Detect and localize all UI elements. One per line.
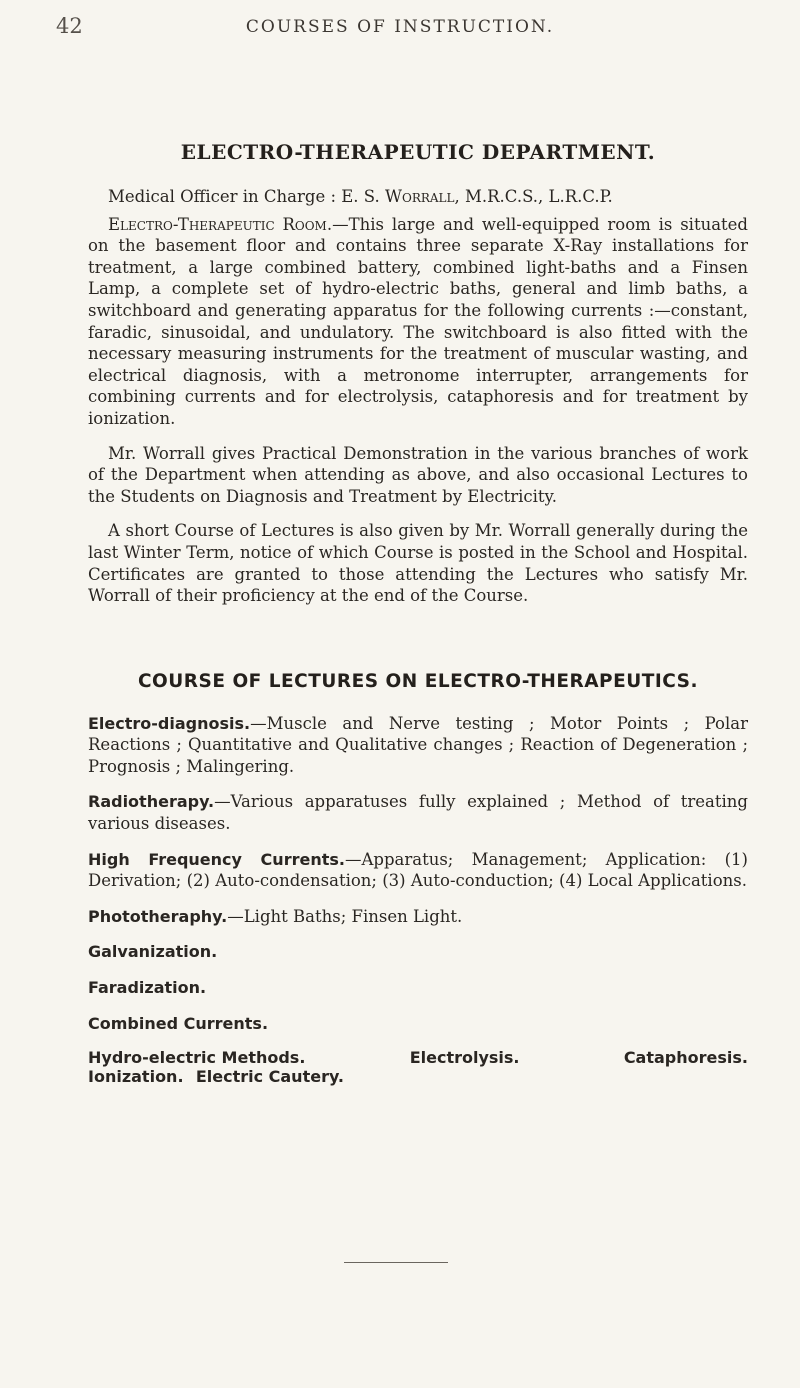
page-number: 42 <box>56 14 83 38</box>
topic-text: —Muscle and Nerve testing ; Motor Points ; Polar Reactions ; Quantitative and Qualitative changes ; Reaction of Degeneration ; Prognosis ; Malingering. <box>88 713 748 776</box>
final-topics-row <box>88 1067 748 1086</box>
officer-prefix: Medical Officer in Charge : E. S. <box>108 187 386 206</box>
page-content <box>88 140 748 1100</box>
room-description <box>88 214 748 430</box>
demonstration-paragraph: Mr. Worrall gives Practical Demonstration in the various branches of work of the Department when attending as above, and also occasional Lectures to the Students on Diagnosis and Treatment by Electricity. <box>88 443 748 506</box>
course-title: COURSE OF LECTURES ON ELECTRO-THERAPEUTICS. <box>137 670 699 692</box>
topic-heading: Faradization. <box>88 978 207 998</box>
officer-name: Worrall <box>385 187 455 206</box>
medical-officer-line <box>88 186 748 208</box>
topic-galvanization <box>88 941 748 963</box>
short-course-paragraph: A short Course of Lectures is also given by Mr. Worrall generally during the last Winter Term, notice of which Course is posted in the School and Hospital. Certificates are granted to those attending the Lectures who satisfy Mr. Worrall of their proficiency at the end of the Course. <box>88 521 748 606</box>
topic-heading: Electro-diagnosis. <box>88 713 251 733</box>
topic-electric-cautery: Electric Cautery. <box>195 1067 344 1087</box>
topic-heading: Combined Currents. <box>88 1013 269 1033</box>
department-title: ELECTRO-THERAPEUTIC DEPARTMENT. <box>180 140 656 164</box>
topic-heading: High Frequency Currents. <box>88 849 345 869</box>
room-lead: Electro-Therapeutic Room <box>108 214 327 234</box>
room-text: .—This large and well-equipped room is situated on the basement floor and contains three separate X-Ray installations for treatment, a large combined battery, combined light-baths and a Finsen Lamp, a complete set of hydro-electric baths, general and limb baths, a switchboard and generating apparatus for the following currents :—constant, faradic, sinusoidal, and undulatory. The switchboard is also fitted with the necessary measuring instruments for the treatment of muscular wasting, and electrical diagnosis, with a metronome interrupter, arrangements for combining currents and for electrolysis, cataphoresis and for treatment by ionization. <box>88 214 748 428</box>
running-title: COURSES OF INSTRUCTION. <box>245 17 555 37</box>
topic-combined-currents <box>88 1013 748 1035</box>
running-head <box>0 14 800 44</box>
topic-electrolysis: Electrolysis. <box>409 1048 520 1068</box>
topic-phototherapy <box>88 906 748 928</box>
end-rule <box>344 1262 448 1263</box>
topic-heading: Radiotherapy. <box>88 792 215 812</box>
topic-faradization <box>88 977 748 999</box>
topic-hydro-electric: Hydro-electric Methods. <box>88 1048 306 1068</box>
final-topics <box>88 1048 748 1086</box>
topic-heading: Galvanization. <box>88 942 218 962</box>
topic-radiotherapy <box>88 791 748 834</box>
officer-suffix: , M.R.C.S., L.R.C.P. <box>454 187 613 206</box>
topic-cataphoresis: Cataphoresis. <box>623 1048 748 1068</box>
topic-text: —Various apparatuses fully explained ; Method of treating various diseases. <box>88 792 748 834</box>
final-topics-row <box>88 1048 748 1067</box>
topic-text: —Light Baths; Finsen Light. <box>227 906 463 926</box>
topic-text: —Apparatus; Management; Application: (1) Derivation; (2) Auto-condensation; (3) Auto-conduction; (4) Local Applications. <box>88 849 748 891</box>
topic-high-frequency <box>88 849 748 892</box>
topic-heading: Phototheraphy. <box>88 906 228 926</box>
topic-ionization: Ionization. <box>88 1067 184 1087</box>
topic-electro-diagnosis <box>88 713 748 778</box>
